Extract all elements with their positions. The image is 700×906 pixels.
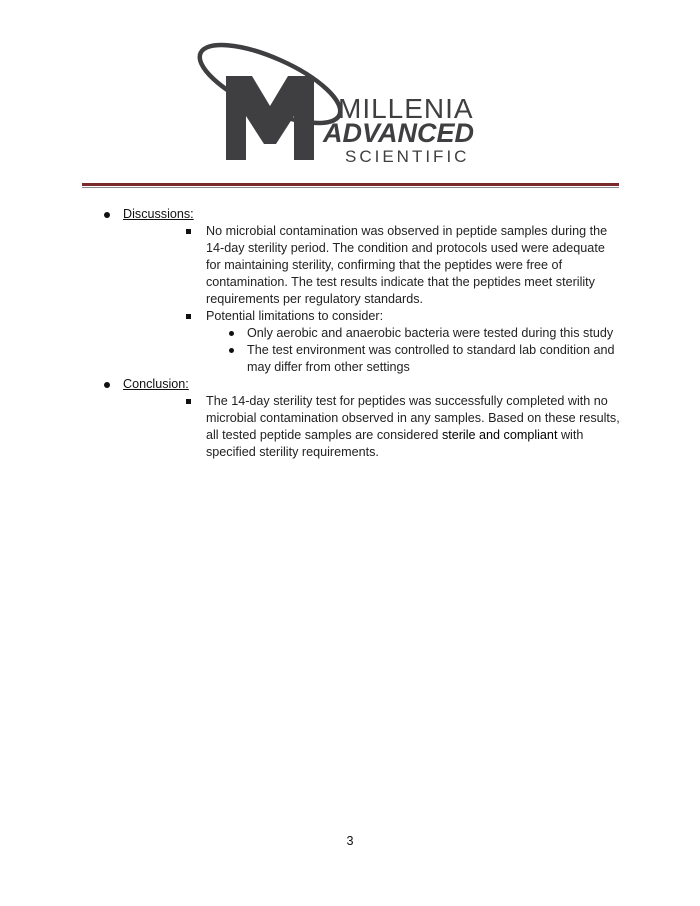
company-logo [190,36,520,168]
discussions-paragraph: No microbial contamination was observed in peptide samples during the 14-day sterility period. The condition and protocols used were adequate for maintaining sterility, confirming that the peptides were free of contamination. The test results indicate that the peptides meet sterility requirements per regulatory standards. [206,224,608,306]
logo-word-millenia: MILLENIA [338,93,474,124]
discussions-heading: Discussions: [123,207,194,221]
header-rule-dark-line [82,183,619,186]
square-bullet-icon [186,314,191,319]
logo-m-mark [226,76,314,160]
conclusion-heading: Conclusion: [123,377,189,391]
bullet-dot-icon [104,212,110,218]
conclusion-text-end: with specified sterility requirements. [206,428,584,459]
page-number: 3 [346,834,354,848]
logo-word-advanced: ADVANCED [323,118,475,148]
limitation-item: Only aerobic and anaerobic bacteria were tested during this study [247,326,614,340]
conclusion-text-start: The 14-day sterility test for peptides was successfully completed with no microbial contamination observed in any samples. Based on these results, all tested peptide samples are considered [206,394,620,442]
conclusion-emphasis: sterile and compliant [441,428,558,442]
bullet-dot-icon [229,331,234,336]
limitation-item: The test environment was controlled to standard lab condition and may differ from other settings [247,343,615,374]
square-bullet-icon [186,399,191,404]
header-rule-gray-line [82,187,619,188]
logo-word-scientific: SCIENTIFIC [345,147,470,166]
bullet-dot-icon [229,348,234,353]
bullet-dot-icon [104,382,110,388]
square-bullet-icon [186,229,191,234]
limitations-intro: Potential limitations to consider: [206,309,384,323]
conclusion-paragraph [206,393,622,461]
header-rule [82,183,619,189]
